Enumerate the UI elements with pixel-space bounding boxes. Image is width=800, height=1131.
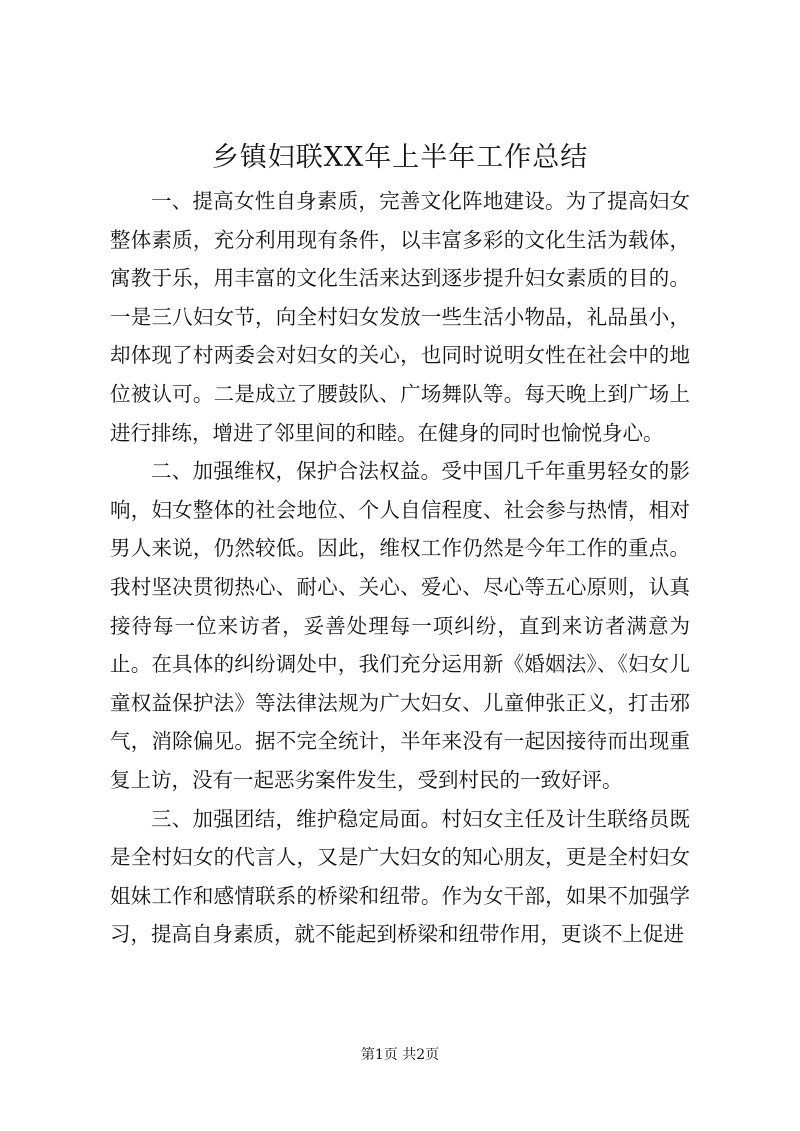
document-title: 乡镇妇联XX年上半年工作总结: [211, 142, 589, 173]
paragraph-1: 一、提高女性自身素质，完善文化阵地建设。为了提高妇女整体素质，充分利用现有条件，以丰富多彩的文化生活为载体，寓教于乐，用丰富的文化生活来达到逐步提升妇女素质的目的。一是三八妇女节，向全村妇女发放一些生活小物品，礼品虽小，却体现了村两委会对妇女的关心，也同时说明女性在社会中的地位被认可。二是成立了腰鼓队、广场舞队等。每天晚上到广场上进行排练，增进了邻里间的和睦。在健身的同时也愉悦身心。: [110, 189, 690, 445]
paragraph-2: 二、加强维权，保护合法权益。受中国几千年重男轻女的影响，妇女整体的社会地位、个人自信程度、社会参与热情，相对男人来说，仍然较低。因此，维权工作仍然是今年工作的重点。我村坚决贯彻热心、耐心、关心、爱心、尽心等五心原则，认真接待每一位来访者，妥善处理每一项纠纷，直到来访者满意为止。在具体的纠纷调处中，我们充分运用新《婚姻法》、《妇女儿童权益保护法》等法律法规为广大妇女、儿童伸张正义，打击邪气，消除偏见。据不完全统计，半年来没有一起因接待而出现重复上访，没有一起恶劣案件发生，受到村民的一致好评。: [110, 459, 690, 792]
page-footer: 第1页 共2页: [360, 1047, 440, 1063]
document-body: [110, 182, 690, 954]
paragraph-3: 三、加强团结，维护稳定局面。村妇女主任及计生联络员既是全村妇女的代言人，又是广大妇女的知心朋友，更是全村妇女姐妹工作和感情联系的桥梁和纽带。作为女干部，如果不加强学习，提高自身素质，就不能起到桥梁和纽带作用，更谈不上促进: [110, 806, 690, 947]
